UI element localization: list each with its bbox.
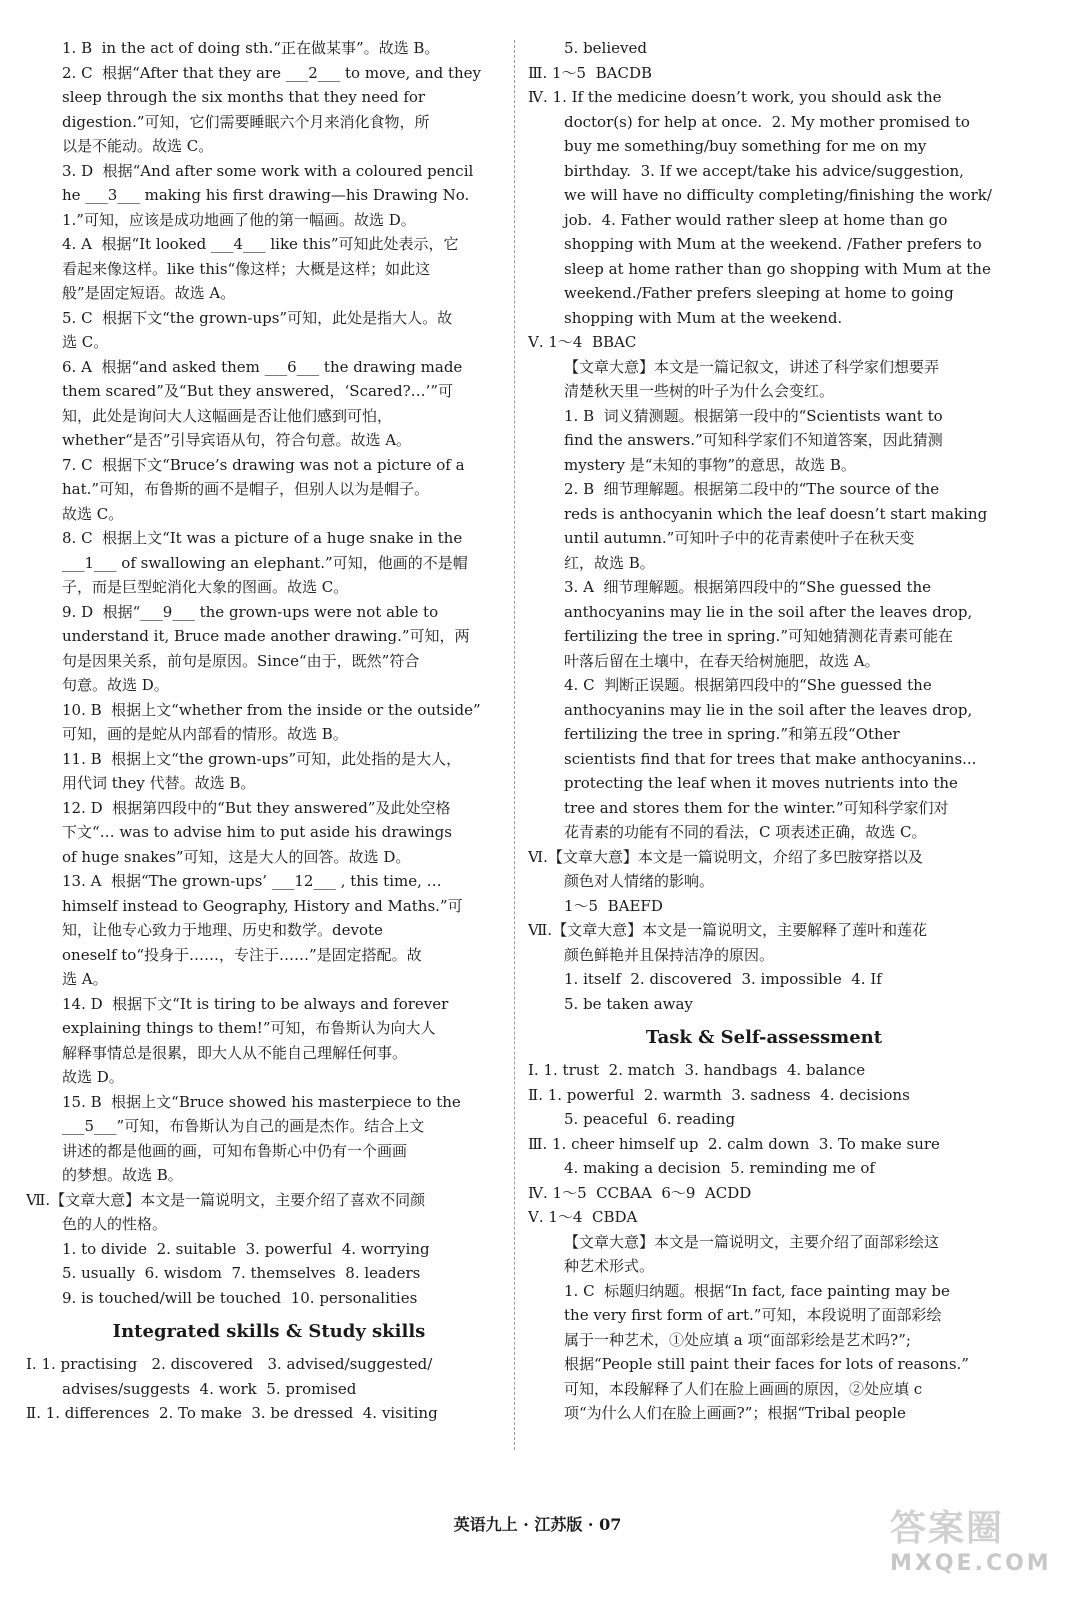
answer-line: 5. usually 6. wisdom 7. themselves 8. leaders — [62, 1264, 421, 1282]
answer-line: 清楚秋天里一些树的叶子为什么会变红。 — [564, 382, 835, 400]
answer-line: Ⅱ. 1. differences 2. To make 3. be dressed 4. visiting — [26, 1404, 438, 1422]
answer-line: 4. A 根据“It looked ___4___ like this”可知此处表示，它 — [62, 235, 459, 253]
answer-line: sleep through the six months that they need for — [62, 88, 426, 106]
answer-line: 项“为什么人们在脸上画画?”；根据“Tribal people — [564, 1404, 906, 1422]
answer-line: anthocyanins may lie in the soil after the leaves drop, — [564, 602, 973, 621]
answer-line: 4. making a decision 5. reminding me of — [564, 1159, 875, 1177]
left-after-heading-lines — [26, 1352, 512, 1426]
answer-line: 2. C 根据“After that they are ___2___ to move, and they — [62, 63, 482, 82]
column-divider — [514, 40, 516, 1450]
answer-line: reds is anthocyanin which the leaf doesn’t start making — [564, 504, 988, 523]
answer-line: 属于一种艺术，①处应填 a 项“面部彩绘是艺术吗?”; — [564, 1330, 911, 1349]
answer-line: until autumn.”可知叶子中的花青素使叶子在秋天变 — [564, 529, 915, 547]
answer-line: 2. B 细节理解题。根据第二段中的“The source of the — [564, 480, 940, 498]
answer-line: 4. C 判断正误题。根据第四段中的“She guessed the — [564, 676, 932, 694]
answer-line: whether“是否”引导宾语从句，符合句意。故选 A。 — [62, 431, 412, 449]
answer-line: 1. B 词义猜测题。根据第一段中的“Scientists want to — [564, 406, 943, 425]
answer-line: 1. B in the act of doing sth.“正在做某事”。故选 B。 — [62, 39, 440, 57]
answer-line: 花青素的功能有不同的看法，C 项表述正确，故选 C。 — [564, 823, 927, 841]
answer-line: understand it, Bruce made another drawing.”可知，两 — [62, 627, 470, 645]
answer-line: 句意。故选 D。 — [62, 676, 169, 694]
answer-line: 颜色鲜艳并且保持洁净的原因。 — [564, 945, 775, 964]
answer-line: 7. C 根据下文“Bruce’s drawing was not a picture of a — [62, 455, 465, 474]
answer-line: Ⅲ. 1. cheer himself up 2. calm down 3. To make sure — [528, 1134, 940, 1153]
answer-line: 5. peaceful 6. reading — [564, 1110, 736, 1128]
answer-line: ___1___ of swallowing an elephant.”可知，他画的不是帽 — [62, 553, 468, 572]
answer-line: Ⅳ. 1～5 CCBAA 6～9 ACDD — [528, 1183, 752, 1202]
answer-line: Ⅲ. 1～5 BACDB — [528, 63, 653, 82]
answer-line: Ⅴ. 1～4 CBDA — [528, 1208, 638, 1226]
answer-line: explaining things to them!”可知，布鲁斯认为向大人 — [62, 1019, 436, 1037]
answer-line: 15. B 根据上文“Bruce showed his masterpiece to the — [62, 1092, 461, 1111]
answer-line: Ⅴ. 1～4 BBAC — [528, 333, 637, 351]
answer-line: scientists find that for trees that make anthocyanins... — [564, 749, 977, 768]
answer-line: 5. be taken away — [564, 994, 693, 1013]
answer-line: fertilizing the tree in spring.”可知她猜测花青素可能在 — [564, 627, 953, 645]
answer-line: 以是不能动。故选 C。 — [62, 137, 214, 155]
answer-line: we will have no difficulty completing/finishing the work/ — [564, 186, 992, 204]
answer-line: 1. itself 2. discovered 3. impossible 4. If — [564, 970, 882, 988]
answer-line: of huge snakes”可知，这是大人的回答。故选 D。 — [62, 847, 411, 866]
answer-line: 看起来像这样。like this“像这样；大概是这样；如此这 — [62, 259, 431, 278]
answer-line: 故选 C。 — [62, 504, 124, 523]
answer-line: 【文章大意】本文是一篇记叙文，讲述了科学家们想要弄 — [564, 357, 940, 376]
answer-line: Ⅳ. 1. If the medicine doesn’t work, you should ask the — [528, 88, 942, 106]
answer-line: ___5___”可知，布鲁斯认为自己的画是杰作。结合上文 — [62, 1117, 425, 1135]
section-heading-integrated-skills: Integrated skills & Study skills — [112, 1321, 426, 1342]
right-answer-lines — [528, 36, 1000, 1016]
answer-line: he ___3___ making his first drawing—his Drawing No. — [62, 186, 470, 204]
answer-line: 知，此处是询问大人这幅画是否让他们感到可怕， — [62, 406, 393, 425]
answer-line: oneself to“投身于……，专注于……”是固定搭配。故 — [62, 945, 422, 964]
answer-line: mystery 是“未知的事物”的意思，故选 B。 — [564, 455, 856, 474]
answer-line: 讲述的都是他画的画，可知布鲁斯心中仍有一个画画 — [62, 1141, 408, 1160]
answer-line: 3. D 根据“And after some work with a coloured pencil — [62, 161, 474, 180]
answer-line: 叶落后留在土壤中，在春天给树施肥，故选 A。 — [564, 651, 880, 670]
answer-line: 般”是固定短语。故选 A。 — [62, 284, 236, 302]
answer-line: birthday. 3. If we accept/take his advice/suggestion, — [564, 161, 964, 180]
answer-line: 14. D 根据下文“It is tiring to be always and forever — [62, 994, 449, 1013]
answer-line: 的梦想。故选 B。 — [62, 1166, 183, 1184]
answer-line: tree and stores them for the winter.”可知科学家们对 — [564, 798, 949, 817]
answer-line: 1. C 标题归纳题。根据“In fact, face painting may be — [564, 1281, 950, 1300]
answer-line: 9. is touched/will be touched 10. personalities — [62, 1288, 418, 1307]
answer-line: 知，让他专心致力于地理、历史和数学。devote — [62, 921, 383, 939]
left-answer-lines — [26, 36, 512, 1310]
answer-line: 6. A 根据“and asked them ___6___ the drawing made — [62, 357, 463, 376]
watermark-logo — [890, 1500, 1060, 1590]
answer-line: himself instead to Geography, History and Maths.”可 — [62, 896, 463, 915]
answer-line: 子，而是巨型蛇消化大象的图画。故选 C。 — [62, 578, 349, 596]
answer-line: shopping with Mum at the weekend. — [564, 308, 843, 327]
answer-line: doctor(s) for help at once. 2. My mother promised to — [564, 112, 970, 131]
answer-line: 可知，画的是蛇从内部看的情形。故选 B。 — [62, 725, 348, 743]
answer-line: advises/suggests 4. work 5. promised — [62, 1379, 357, 1398]
answer-line: 9. D 根据“___9___ the grown-ups were not able to — [62, 602, 439, 621]
answer-line: sleep at home rather than go shopping with Mum at the — [564, 259, 991, 278]
answer-line: hat.”可知，布鲁斯的画不是帽子，但别人以为是帽子。 — [62, 480, 430, 498]
answer-line: 可知，本段解释了人们在脸上画画的原因，②处应填 c — [564, 1379, 923, 1398]
watermark-url: MXQE.COM — [890, 1551, 1052, 1576]
answer-line: buy me something/buy something for me on my — [564, 137, 927, 155]
page-footer: 英语九上 · 江苏版 · 07 — [453, 1515, 622, 1534]
answer-line: fertilizing the tree in spring.”和第五段“Other — [564, 725, 900, 743]
answer-line: 11. B 根据上文“the grown-ups”可知，此处指的是大人， — [62, 749, 462, 768]
answer-line: 5. believed — [564, 39, 647, 57]
answer-line: 1.”可知，应该是成功地画了他的第一幅画。故选 D。 — [62, 210, 416, 229]
answer-line: 1. to divide 2. suitable 3. powerful 4. worrying — [62, 1239, 430, 1258]
answer-line: digestion.”可知，它们需要睡眠六个月来消化食物，所 — [62, 112, 430, 131]
right-after-heading-lines — [528, 1058, 1000, 1426]
answer-line: the very first form of art.”可知，本段说明了面部彩绘 — [564, 1306, 942, 1324]
answer-line: 种艺术形式。 — [564, 1257, 655, 1275]
answer-line: 根据“People still paint their faces for lots of reasons.” — [564, 1355, 969, 1373]
answer-line: find the answers.”可知科学家们不知道答案，因此猜测 — [564, 431, 943, 449]
answer-line: 选 A。 — [62, 970, 108, 988]
answer-line: Ⅰ. 1. practising 2. discovered 3. advised/suggested/ — [26, 1355, 433, 1373]
section-heading-task-self-assessment: Task & Self-assessment — [645, 1027, 883, 1048]
answer-line: 【文章大意】本文是一篇说明文，主要介绍了面部彩绘这 — [564, 1232, 940, 1251]
answer-line: 下文“… was to advise him to put aside his drawings — [62, 823, 452, 841]
answer-line: 8. C 根据上文“It was a picture of a huge snake in the — [62, 529, 463, 547]
answer-line: 选 C。 — [62, 333, 109, 351]
answer-line: 颜色对人情绪的影响。 — [564, 872, 715, 890]
answer-line: 13. A 根据“The grown-ups’ ___12___ , this time, … — [62, 872, 442, 890]
answer-line: 5. C 根据下文“the grown-ups”可知，此处是指大人。故 — [62, 308, 453, 327]
answer-line: 3. A 细节理解题。根据第四段中的“She guessed the — [564, 578, 932, 596]
answer-line: Ⅱ. 1. powerful 2. warmth 3. sadness 4. decisions — [528, 1085, 910, 1104]
answer-line: Ⅶ.【文章大意】本文是一篇说明文，主要解释了莲叶和莲花 — [528, 921, 928, 939]
answer-line: them scared”及“But they answered，‘Scared?…’”可 — [62, 382, 454, 400]
answer-line: 10. B 根据上文“whether from the inside or the outside” — [62, 700, 481, 719]
answer-line: 解释事情总是很累，即大人从不能自己理解任何事。 — [62, 1043, 408, 1062]
answer-line: 12. D 根据第四段中的“But they answered”及此处空格 — [62, 798, 451, 817]
answer-line: 故选 D。 — [62, 1068, 124, 1086]
answer-line: 红，故选 B。 — [564, 553, 655, 572]
answer-line: anthocyanins may lie in the soil after the leaves drop, — [564, 700, 973, 719]
answer-line: Ⅰ. 1. trust 2. match 3. handbags 4. balance — [528, 1061, 866, 1079]
right-column — [528, 36, 1000, 1426]
answer-line: job. 4. Father would rather sleep at home than go — [564, 210, 948, 229]
answer-line: 1～5 BAEFD — [564, 896, 663, 915]
answer-line: weekend./Father prefers sleeping at home to going — [564, 284, 954, 302]
answer-line: protecting the leaf when it moves nutrients into the — [564, 774, 958, 792]
watermark-mark: 答案圈 — [890, 1508, 1005, 1549]
answer-line: 用代词 they 代替。故选 B。 — [62, 774, 256, 792]
left-column — [26, 36, 512, 1426]
answer-line: Ⅶ.【文章大意】本文是一篇说明文，主要介绍了喜欢不同颜 — [26, 1190, 426, 1209]
answer-line: Ⅵ.【文章大意】本文是一篇说明文，介绍了多巴胺穿搭以及 — [528, 847, 923, 866]
answer-line: 句是因果关系，前句是原因。Since“由于，既然”符合 — [62, 651, 420, 670]
answer-line: shopping with Mum at the weekend. /Father prefers to — [564, 235, 982, 253]
answer-line: 色的人的性格。 — [62, 1215, 168, 1233]
